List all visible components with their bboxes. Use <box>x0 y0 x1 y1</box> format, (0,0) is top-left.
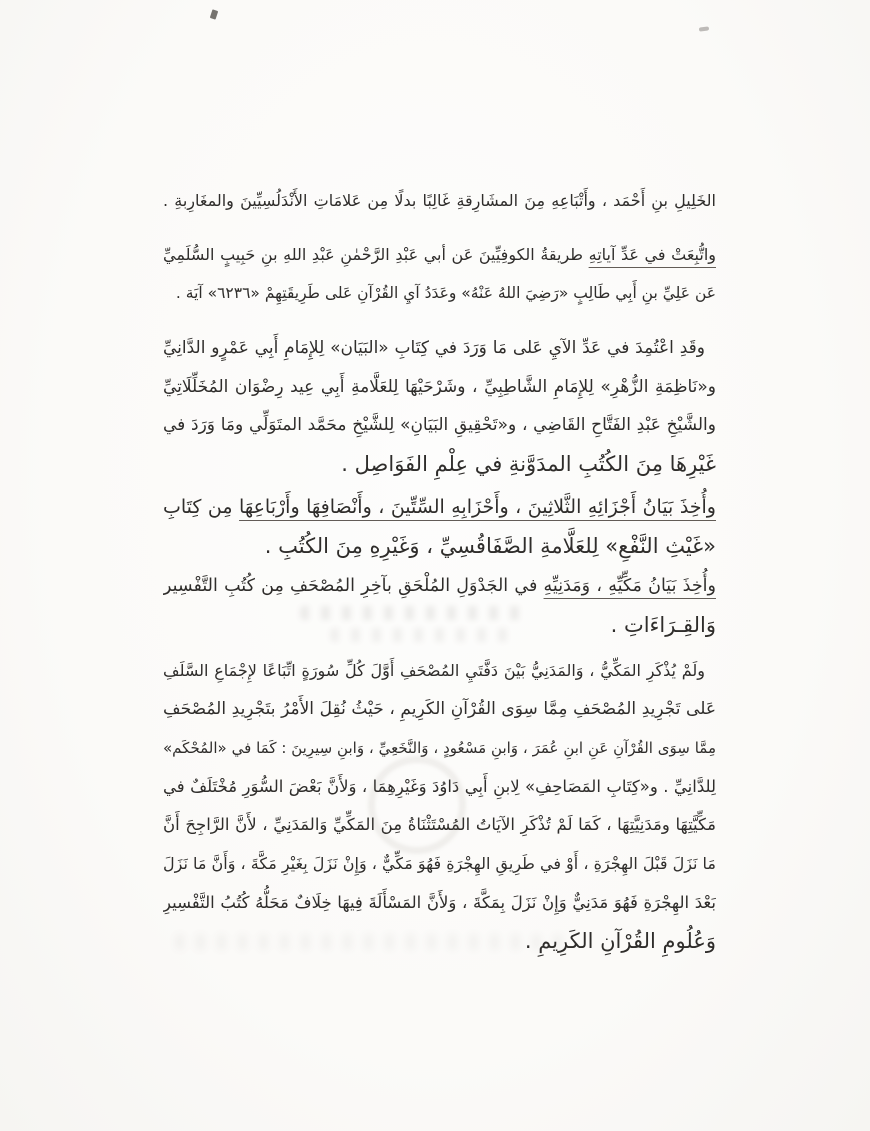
line-text: بَعْدَ الهِجْرَةِ فَهُوَ مَدَنِيٌّ وَإِنْ نَزَلَ بِمَكَّةَ ، وَلأَنَّ المَسْأَلَةَ فِيهَا خِلَافٌ مَحَلُّهُ كُتُبُ التَّفْسِيرِ <box>163 892 716 912</box>
text-line <box>163 182 716 221</box>
line-text: ولَمْ يُذْكَرِ المَكِّيُّ ، وَالمَدَنِيُّ بَيْنَ دَفَّتَيِ المُصْحَفِ أَوَّلَ كُلِّ سُورَةٍ اتِّبَاعًا لإِجْمَاعِ السَّلَفِ <box>163 660 705 680</box>
text-line <box>163 236 716 275</box>
text-line <box>163 445 716 484</box>
text-line <box>163 368 716 407</box>
ink-speck <box>210 9 218 19</box>
ink-speck <box>699 26 709 31</box>
line-text: الخَلِيلِ بنِ أَحْمَد ، وأَتْبَاعِهِ مِنَ المشَارِقةِ غَالِبًا بدلًا مِن عَلامَاتِ الأَنْدَلُسِيِّينَ والمغَارِبةِ . <box>163 191 716 210</box>
line-text: في الجَدْوَلِ المُلْحَقِ بآخِرِ المُصْحَفِ مِن كُتُبِ التَّفْسِير <box>163 576 544 597</box>
underlined-phrase: وأُخِذَ بَيَانُ مَكِّيِّهِ ، وَمَدَنِيِّهِ <box>543 576 716 597</box>
line-text: غَيْرِهَا مِنَ الكُتُبِ المدَوَّنةِ في عِلْمِ الفَوَاصِل . <box>341 452 716 477</box>
paragraph <box>163 236 716 313</box>
scanner-ring-artifact <box>368 756 466 854</box>
line-text: مَكِّيَّتِهَا ومَدَنِيَّتِهَا ، كَمَا لَمْ تُذْكَرِ الآيَاتُ المُسْتَثْنَاةُ مِنَ المَكِّيِّ وَالمَدَنِيِّ ، لأَنَّ الرَّاجِحَ أَنَّ <box>163 815 716 835</box>
paragraph <box>163 488 716 565</box>
text-line <box>163 690 716 729</box>
show-through-smudge <box>300 606 525 620</box>
line-text: لِلدَّانِيِّ . و«كِتَابِ المَصَاحِفِ» لِابنِ أَبِي دَاوُدَ وَغَيْرِهِمَا ، وَلأَنَّ بَعْضَ السُّوَرِ مُخْتَلَفٌ في <box>163 776 716 796</box>
line-text: مَا نَزَلَ قَبْلَ الهِجْرَةِ ، أَوْ في طَرِيقِ الهِجْرَةِ فَهُوَ مَكِّيٌّ ، وَإِنْ نَزَلَ بِغَيْرِ مَكَّةَ ، وَأَنَّ مَا نَزَلَ <box>163 854 716 873</box>
show-through-smudge <box>330 628 510 642</box>
text-line <box>163 527 716 566</box>
line-text: عَن عَلِيِّ بنِ أَبِي طَالِبٍ «رَضِيَ اللهُ عَنْهُ» وعَدَدُ آيِ القُرْآنِ عَلى طَرِيقَتِهِمْ «٦٢٣٦» آيَة . <box>175 284 716 303</box>
paragraph <box>163 182 716 221</box>
line-text: وقَدِ اعْتُمِدَ في عَدِّ الآيِ عَلى مَا وَرَدَ في كِتَابِ «البَيَان» لِلإِمَامِ أَبِي عَمْرٍو الدَّانِيِّ <box>163 338 705 359</box>
line-text: طريقةُ الكوفِيِّينَ عَن أبي عَبْدِ الرَّحْمٰنِ عَبْدِ اللهِ بنِ حَبِيبٍ السُّلَمِيِّ <box>163 244 589 264</box>
line-text: وَالقِـرَاءَاتِ . <box>610 612 716 637</box>
line-text: مِن كِتَابِ <box>163 495 240 518</box>
paragraph <box>163 329 716 484</box>
line-text: مِمَّا سِوَى القُرْآنِ عَنِ ابنِ عُمَرَ ، وَابنِ مَسْعُودٍ ، وَالنَّخَعِيِّ ، وَابنِ سِيرِينَ : كَمَا في «المُحْكَم» <box>163 738 716 757</box>
text-line <box>163 845 716 884</box>
text-line <box>163 329 716 368</box>
underlined-phrase: واتُّبِعَتْ في عَدِّ آياتِهِ <box>588 244 716 264</box>
show-through-smudge <box>175 934 565 950</box>
text-line <box>163 884 716 923</box>
line-text: وَعُلُومِ القُرْآنِ الكَرِيمِ . <box>524 929 716 954</box>
line-text: و«نَاظِمَةِ الزُّهْرِ» لِلإِمَامِ الشَّاطِبِيِّ ، وشَرْحَيْهَا لِلعَلَّامةِ أَبِي عِيد رِضْوَان المُخَلِّلَاتِيِّ <box>163 376 716 397</box>
text-line <box>163 274 716 313</box>
text-line <box>163 406 716 445</box>
line-text: «غَيْثِ النَّفْعِ» لِلعَلَّامةِ الصَّفَاقُسِيِّ ، وَغَيْرِهِ مِنَ الكُتُبِ . <box>264 533 716 558</box>
line-text: عَلى تَجْرِيدِ المُصْحَفِ مِمَّا سِوَى القُرْآنِ الكَرِيمِ ، حَيْثُ نُقِلَ الأَمْرُ بتَجْرِيدِ المُصْحَفِ <box>163 699 716 720</box>
text-line <box>163 652 716 691</box>
text-line <box>163 567 716 606</box>
underlined-phrase: وأُخِذَ بَيَانُ أَجْزَائِهِ الثَّلاثِينَ ، وأَحْزَابِهِ السِّتِّينَ ، وأَنْصَافِهَا وأَرْبَاعِهَا <box>239 495 716 518</box>
text-line <box>163 488 716 527</box>
line-text: والشَّيْخِ عَبْدِ الفَتَّاحِ القَاضِي ، و«تَحْقِيقِ البَيَانِ» لِلشَّيْخِ محَمَّد المتَوَلِّي ومَا وَرَدَ في <box>163 415 716 436</box>
